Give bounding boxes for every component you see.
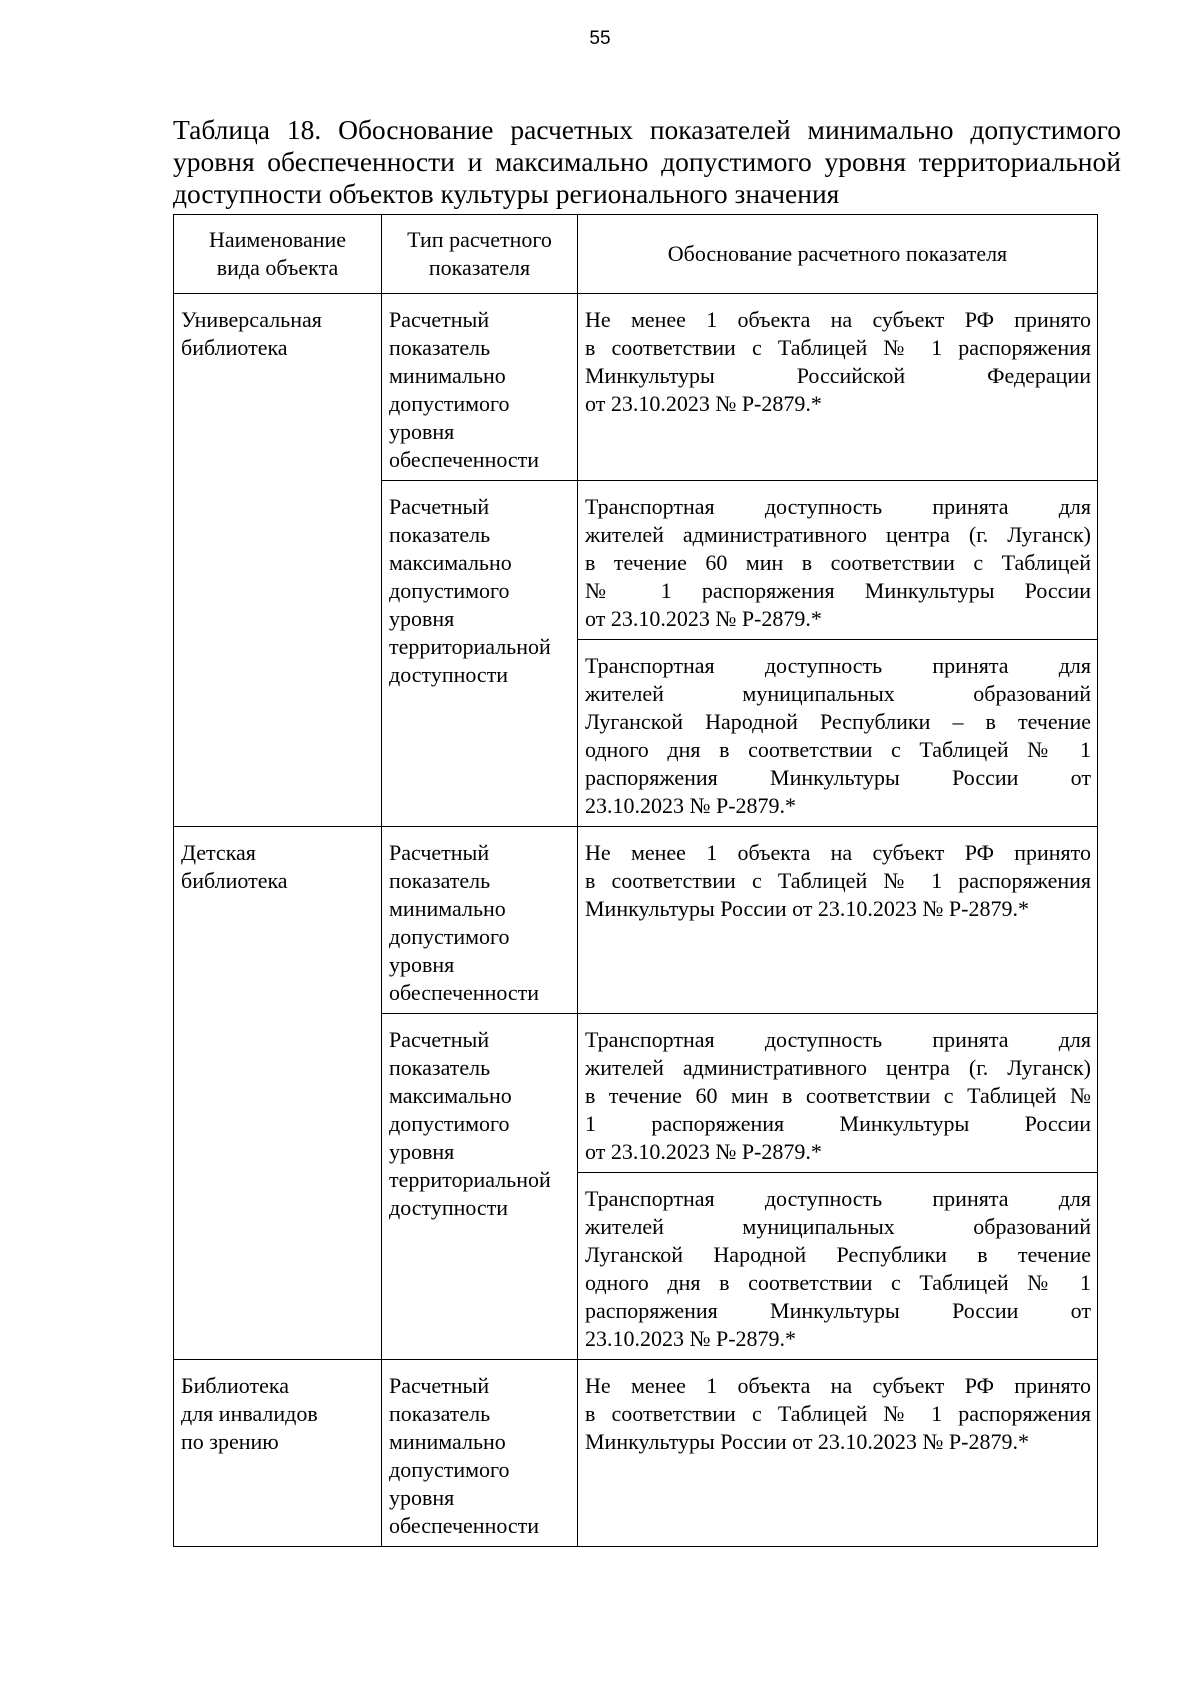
header-indicator-type	[382, 215, 578, 294]
object-name-cell	[174, 827, 382, 1360]
basis-cell	[578, 640, 1098, 827]
text-line: уровня	[389, 1485, 455, 1510]
text-line: жителей административного центра (г. Луганск)	[585, 522, 1091, 547]
text-line: в соответствии с Таблицей № 1 распоряжения	[585, 335, 1091, 360]
object-name-cell	[174, 294, 382, 827]
text-line: Минкультуры России от 23.10.2023 № Р-2879.*	[585, 896, 1029, 921]
table-row	[174, 294, 1098, 481]
table-row	[174, 1360, 1098, 1547]
text-line: Расчетный	[389, 840, 490, 865]
text-line: распоряжения Минкультуры России от	[585, 1298, 1091, 1323]
text-line: допустимого	[389, 1111, 510, 1136]
text-line: для инвалидов	[181, 1401, 318, 1426]
text-line: Минкультуры Российской Федерации	[585, 363, 1091, 388]
text-line: библиотека	[181, 868, 288, 893]
text-line: показателя	[428, 255, 531, 280]
text-line: Детская	[181, 840, 256, 865]
caption-line: Таблица 18. Обоснование расчетных показателей минимально допустимого	[173, 114, 1121, 145]
text-line: от 23.10.2023 № Р-2879.*	[585, 606, 822, 631]
text-line: допустимого	[389, 391, 510, 416]
indicator-type-cell	[382, 294, 578, 481]
text-line: жителей муниципальных образований	[585, 1214, 1091, 1239]
text-line: в соответствии с Таблицей № 1 распоряжения	[585, 1401, 1091, 1426]
basis-cell	[578, 1360, 1098, 1547]
text-line: 1 распоряжения Минкультуры России	[585, 1111, 1091, 1136]
text-line: вида объекта	[216, 255, 339, 280]
text-line: Расчетный	[389, 494, 490, 519]
text-line: Библиотека	[181, 1373, 290, 1398]
basis-cell	[578, 294, 1098, 481]
text-line: по зрению	[181, 1429, 279, 1454]
text-line: минимально	[389, 363, 506, 388]
object-name-cell	[174, 1360, 382, 1547]
text-line: допустимого	[389, 578, 510, 603]
indicator-type-cell	[382, 1014, 578, 1360]
page-number: 55	[589, 28, 611, 49]
text-line: распоряжения Минкультуры России от	[585, 765, 1091, 790]
header-basis: Обоснование расчетного показателя	[578, 215, 1098, 294]
text-line: показатель	[389, 522, 491, 547]
text-line: в течение 60 мин в соответствии с Таблицей	[585, 550, 1091, 575]
text-line: от 23.10.2023 № Р-2879.*	[585, 1139, 822, 1164]
text-line: показатель	[389, 335, 491, 360]
text-line: жителей административного центра (г. Луганск)	[585, 1055, 1091, 1080]
text-line: доступности	[389, 1195, 509, 1220]
text-line: Транспортная доступность принята для	[585, 1027, 1091, 1052]
text-line: минимально	[389, 1429, 506, 1454]
text-line: обеспеченности	[389, 980, 540, 1005]
indicator-type-cell	[382, 481, 578, 827]
text-line: от 23.10.2023 № Р-2879.*	[585, 391, 822, 416]
text-line: в соответствии с Таблицей № 1 распоряжения	[585, 868, 1091, 893]
text-line: 23.10.2023 № Р-2879.*	[585, 1326, 797, 1351]
basis-cell	[578, 481, 1098, 640]
text-line: Луганской Народной Республики в течение	[585, 1242, 1091, 1267]
text-line: Транспортная доступность принята для	[585, 653, 1091, 678]
text-line: максимально	[389, 1083, 512, 1108]
basis-cell	[578, 827, 1098, 1014]
text-line: Универсальная	[181, 307, 322, 332]
basis-cell	[578, 1173, 1098, 1360]
text-line: уровня	[389, 606, 455, 631]
text-line: в течение 60 мин в соответствии с Таблицей №	[585, 1083, 1091, 1108]
text-line: библиотека	[181, 335, 288, 360]
text-line: уровня	[389, 1139, 455, 1164]
text-line: показатель	[389, 868, 491, 893]
indicator-type-cell	[382, 827, 578, 1014]
text-line: Расчетный	[389, 1373, 490, 1398]
text-line: Транспортная доступность принята для	[585, 494, 1091, 519]
text-line: 23.10.2023 № Р-2879.*	[585, 793, 797, 818]
text-line: территориальной	[389, 1167, 551, 1192]
text-line: одного дня в соответствии с Таблицей № 1	[585, 737, 1091, 762]
text-line: жителей муниципальных образований	[585, 681, 1091, 706]
indicator-type-cell	[382, 1360, 578, 1547]
table-header-row	[174, 215, 1098, 294]
text-line: доступности	[389, 662, 509, 687]
text-line: Не менее 1 объекта на субъект РФ принято	[585, 840, 1091, 865]
text-line: Не менее 1 объекта на субъект РФ принято	[585, 1373, 1091, 1398]
text-line: минимально	[389, 896, 506, 921]
text-line: обеспеченности	[389, 447, 540, 472]
table-caption	[173, 114, 1121, 210]
text-line: допустимого	[389, 1457, 510, 1482]
header-object-name	[174, 215, 382, 294]
text-line: обеспеченности	[389, 1513, 540, 1538]
text-line: допустимого	[389, 924, 510, 949]
text-line: показатель	[389, 1401, 491, 1426]
text-line: уровня	[389, 952, 455, 977]
text-line: территориальной	[389, 634, 551, 659]
text-line: одного дня в соответствии с Таблицей № 1	[585, 1270, 1091, 1295]
caption-line: доступности объектов культуры регионального значения	[173, 178, 840, 209]
text-line: Луганской Народной Республики – в течение	[585, 709, 1091, 734]
indicators-table	[173, 214, 1098, 1547]
text-line: уровня	[389, 419, 455, 444]
basis-cell	[578, 1014, 1098, 1173]
caption-line: уровня обеспеченности и максимально допустимого уровня территориальной	[173, 146, 1121, 177]
text-line: Расчетный	[389, 1027, 490, 1052]
text-line: Минкультуры России от 23.10.2023 № Р-2879.*	[585, 1429, 1029, 1454]
table-row	[174, 827, 1098, 1014]
text-line: Расчетный	[389, 307, 490, 332]
text-line: Не менее 1 объекта на субъект РФ принято	[585, 307, 1091, 332]
text-line: Тип расчетного	[407, 227, 552, 252]
text-line: показатель	[389, 1055, 491, 1080]
text-line: максимально	[389, 550, 512, 575]
text-line: № 1 распоряжения Минкультуры России	[585, 578, 1091, 603]
text-line: Наименование	[208, 227, 347, 252]
text-line: Транспортная доступность принята для	[585, 1186, 1091, 1211]
